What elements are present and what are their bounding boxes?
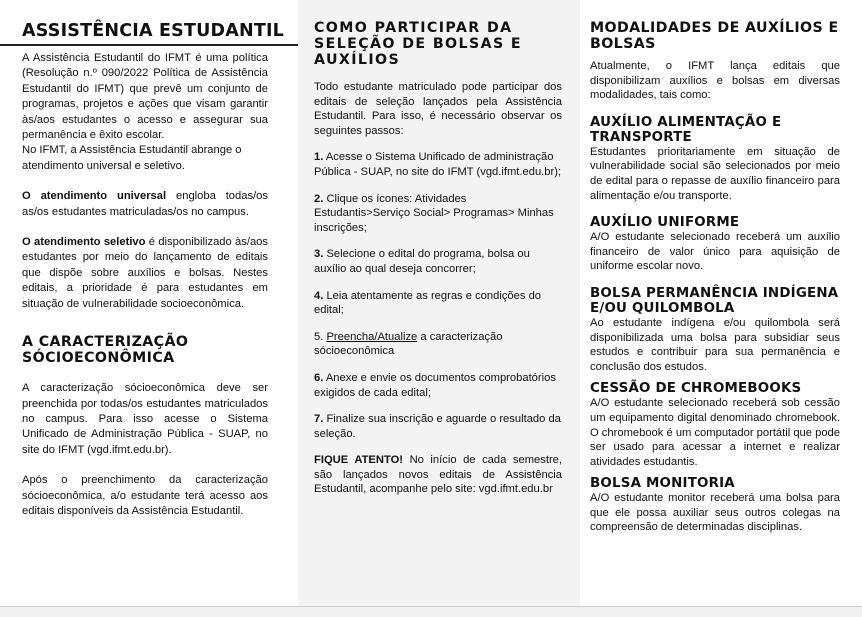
- fique-atento-text: No início de cada semestre, são lançados novos editais de Assistência Estudantil, acompanhe pelo site: vgd.ifmt.edu.br: [314, 454, 563, 496]
- item-text-monitoria: A/O estudante monitor receberá uma bolsa para que ele possa auxiliar seus outros colegas na compreensão de determinadas disciplinas.: [590, 492, 840, 534]
- item-text-indigena: Ao estudante indígena e/ou quilombola será disponibilizada uma bolsa para subsidiar seus estudos e contribuir para sua permanência e conclusão dos estudos.: [590, 316, 840, 373]
- item-title-alimentacao: AUXÍLIO ALIMENTAÇÃO E TRANSPORTE: [590, 114, 782, 145]
- scope-paragraph: No IFMT, a Assistência Estudantil abrange o atendimento universal e seletivo.: [22, 144, 242, 172]
- step-1: [314, 150, 562, 179]
- step-number: 5.: [314, 330, 324, 343]
- fique-atento-note: [314, 453, 562, 497]
- item-title-monitoria: BOLSA MONITORIA: [590, 476, 735, 492]
- step-5: [314, 330, 562, 359]
- step-number: 4.: [314, 289, 324, 302]
- selective-text: é disponibilizado às/aos estudantes por meio do lançamento de editais que dispõe sobre auxílios e bolsas. Nestes editais, a prioridade é para estudantes em situação de vulnerabilidade socioeconômica.: [22, 236, 268, 310]
- selective-paragraph: [22, 235, 268, 312]
- step-number: 3.: [314, 248, 324, 261]
- item-title-uniforme: AUXÍLIO UNIFORME: [590, 215, 740, 231]
- step-text: Finalize sua inscrição e aguarde o resultado da seleção.: [314, 413, 561, 440]
- selective-label: O atendimento seletivo: [22, 236, 146, 249]
- section-title-caracterizacao: A CARACTERIZAÇÃO SÓCIOECONÔMICA: [22, 334, 189, 367]
- step-text: Selecione o edital do programa, bolsa ou auxílio ao qual deseja concorrer;: [314, 248, 530, 275]
- section-title-modalidades: MODALIDADES DE AUXÍLIOS E BOLSAS: [590, 20, 839, 52]
- page-title: ASSISTÊNCIA ESTUDANTIL: [0, 20, 298, 46]
- step-text: Clique os ícones: Atividades Estudantis>Serviço Social> Programas> Minhas inscrições;: [314, 192, 554, 234]
- universal-label: O atendimento universal: [22, 190, 167, 203]
- column-modalidades: [580, 0, 862, 606]
- step-6: [314, 371, 562, 400]
- preencha-link[interactable]: Preencha/Atualize: [326, 330, 418, 343]
- step-number: 1.: [314, 151, 324, 164]
- column-assistencia: [0, 0, 298, 606]
- step-number: 6.: [314, 371, 324, 384]
- item-title-indigena: BOLSA PERMANÊNCIA INDÍGENA E/OU QUILOMBOLA: [590, 285, 839, 316]
- step-number: 7.: [314, 413, 324, 426]
- modalidades-intro: Atualmente, o IFMT lança editais que disponibilizam auxílios e bolsas em diversas modalidades, tais como:: [590, 60, 840, 102]
- step-text: a caracterização sócioeconômica: [314, 330, 503, 358]
- step-text: Leia atentamente as regras e condições do edital;: [314, 289, 542, 317]
- caracterizacao-followup: Após o preenchimento da caracterização sócioeconômica, a/o estudante terá acesso aos editais disponíveis da Assistência Estudantil.: [22, 474, 268, 517]
- item-title-chromebooks: CESSÃO DE CHROMEBOOKS: [590, 381, 802, 397]
- intro-paragraph: A Assistência Estudantil do IFMT é uma política (Resolução n.º 090/2022 Política de Assistência Estudantil do IFMT) que prevê um conjunto de programas, projetos e ações que visam garantir às/aos estudantes o acesso e assegurar sua permanência e êxito escolar.: [22, 52, 268, 142]
- section-title-como-participar: COMO PARTICIPAR DA SELEÇÃO DE BOLSAS E AUXÍLIOS: [314, 20, 523, 68]
- step-3: [314, 247, 562, 276]
- step-number: 2.: [314, 192, 324, 205]
- step-text: Anexe e envie os documentos comprobatórios exigidos de cada edital;: [314, 371, 556, 399]
- universal-text: engloba todas/os as/os estudantes matriculadas/os no campus.: [22, 190, 268, 218]
- item-text-uniforme: A/O estudante selecionado receberá um auxílio financeiro de valor único para aquisição de uniforme escolar novo.: [590, 231, 840, 273]
- step-2: [314, 192, 562, 236]
- participar-intro: Todo estudante matriculado pode participar dos editais de seleção lançados pela Assistência Estudantil. Para isso, é necessário observar os seguintes passos:: [314, 81, 562, 137]
- step-4: [314, 289, 562, 318]
- column-como-participar: [298, 0, 580, 606]
- fique-atento-label: FIQUE ATENTO!: [314, 454, 404, 467]
- item-text-chromebooks: A/O estudante selecionado receberá sob cessão um equipamento digital denominado chromebook. O chromebook é um computador portátil que pode ser usado para acessar a internet e realizar atividades estudantis.: [590, 397, 840, 468]
- bottom-divider: [0, 606, 862, 607]
- caracterizacao-paragraph: A caracterização sócioeconômica deve ser preenchida por todas/os estudantes matriculados no campus. Para isso acesse o Sistema Unificado de Administração Pública - SUAP, no site do IFMT (vgd.ifmt.edu.br).: [22, 382, 268, 456]
- item-text-alimentacao: Estudantes prioritariamente em situação de vulnerabilidade social são selecionados por meio de edital para o repasse de auxílio financeiro para alimentação e/ou transporte.: [590, 145, 840, 202]
- step-text: Acesse o Sistema Unificado de administração Pública - SUAP, no site do IFMT (vgd.ifmt.edu.br);: [314, 151, 562, 178]
- step-7: [314, 412, 562, 441]
- universal-paragraph: [22, 189, 268, 220]
